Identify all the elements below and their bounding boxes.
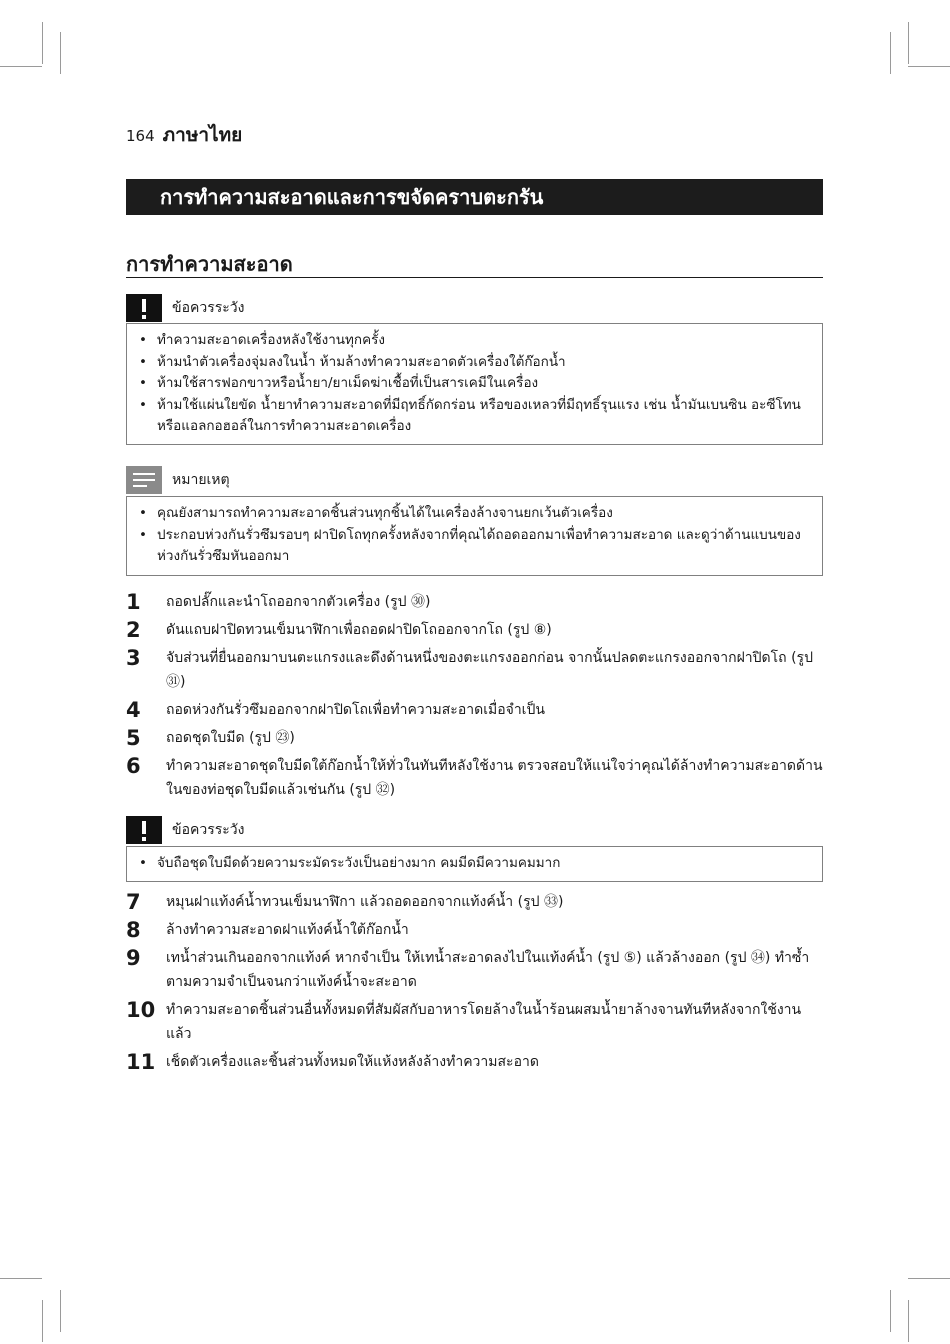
steps-list xyxy=(126,890,826,1074)
section-heading: การทำความสะอาด xyxy=(126,248,823,278)
step-text: ถอดปลั๊กและนำโถออกจากตัวเครื่อง (รูป ㉚) xyxy=(166,594,431,610)
list-item: • ห้ามใช้สารฟอกขาวหรือน้ำยา/ยาเม็ดฆ่าเชื้อที่เป็นสารเคมีในเครื่อง xyxy=(137,373,812,395)
step-text: เช็ดตัวเครื่องและชิ้นส่วนทั้งหมดให้แห้งหลังล้างทำความสะอาด xyxy=(166,1054,539,1070)
crop-mark xyxy=(908,22,909,64)
note-header xyxy=(126,466,230,494)
step-item xyxy=(126,946,826,994)
step-number: 11 xyxy=(126,1050,156,1074)
note-label: หมายเหตุ xyxy=(172,472,230,488)
step-text: ถอดชุดใบมีด (รูป ㉓) xyxy=(166,730,295,746)
caution-box xyxy=(126,846,823,882)
step-item xyxy=(126,890,826,914)
step-number: 4 xyxy=(126,698,141,722)
list-item: • ห้ามใช้แผ่นใยขัด น้ำยาทำความสะอาดที่มีฤทธิ์กัดกร่อน หรือของเหลวที่มีฤทธิ์รุนแรง เช่น น้ำมันเบนซิน อะซีโทน หรือแอลกอฮอล์ในการทำความสะอาดเครื่อง xyxy=(137,395,812,438)
step-item xyxy=(126,646,826,694)
step-text: ดันแถบฝาปิดทวนเข็มนาฬิกาเพื่อถอดฝาปิดโถออกจากโถ (รูป ⑧) xyxy=(166,622,552,638)
crop-mark xyxy=(60,1290,61,1332)
list-item: • จับถือชุดใบมีดด้วยความระมัดระวังเป็นอย่างมาก คมมีดมีความคมมาก xyxy=(137,853,812,875)
list-item: • ประกอบห่วงกันรั่วซึมรอบๆ ฝาปิดโถทุกครั้งหลังจากที่คุณได้ถอดออกมาเพื่อทำความสะอาด และดูว่าด้านแบนของห่วงกันรั่วซึมหันออกมา xyxy=(137,525,812,568)
note-icon xyxy=(126,466,162,494)
crop-mark xyxy=(42,22,43,64)
list-item: • คุณยังสามารถทำความสะอาดชิ้นส่วนทุกชิ้นได้ในเครื่องล้างจานยกเว้นตัวเครื่อง xyxy=(137,503,812,525)
step-text: หมุนฝาแท้งค์น้ำทวนเข็มนาฬิกา แล้วถอดออกจากแท้งค์น้ำ (รูป ㉝) xyxy=(166,894,564,910)
step-item xyxy=(126,590,826,614)
page-language: ภาษาไทย xyxy=(162,124,243,146)
step-text: เทน้ำส่วนเกินออกจากแท้งค์ หากจำเป็น ให้เทน้ำสะอาดลงไปในแท้งค์น้ำ (รูป ⑤) แล้วล้างออก (รูป ㉞) ทำซ้ำตามความจำเป็นจนกว่าแท้งค์น้ำจะสะอาด xyxy=(166,950,810,990)
crop-mark xyxy=(908,66,950,67)
step-text: จับส่วนที่ยื่นออกมาบนตะแกรงและดึงด้านหนึ่งของตะแกรงออกก่อน จากนั้นปลดตะแกรงออกจากฝาปิดโถ (รูป ㉛) xyxy=(166,650,813,690)
step-number: 7 xyxy=(126,890,141,914)
step-item xyxy=(126,726,826,750)
crop-mark xyxy=(908,1278,950,1279)
step-number: 8 xyxy=(126,918,141,942)
step-number: 6 xyxy=(126,754,141,778)
step-number: 3 xyxy=(126,646,141,670)
step-item xyxy=(126,1050,826,1074)
caution-header xyxy=(126,294,244,322)
step-number: 5 xyxy=(126,726,141,750)
step-item xyxy=(126,918,826,942)
step-text: ถอดห่วงกันรั่วซึมออกจากฝาปิดโถเพื่อทำความสะอาดเมื่อจำเป็น xyxy=(166,702,545,718)
step-item xyxy=(126,698,826,722)
step-number: 10 xyxy=(126,998,156,1022)
page-number: 164 xyxy=(126,127,155,145)
caution-label: ข้อควรระวัง xyxy=(172,822,245,838)
step-number: 2 xyxy=(126,618,141,642)
crop-mark xyxy=(60,32,61,74)
crop-mark xyxy=(908,1300,909,1342)
step-number: 1 xyxy=(126,590,141,614)
crop-mark xyxy=(42,1300,43,1342)
step-item xyxy=(126,998,826,1046)
list-item: • ทำความสะอาดเครื่องหลังใช้งานทุกครั้ง xyxy=(137,330,812,352)
step-item xyxy=(126,618,826,642)
crop-mark xyxy=(890,32,891,74)
crop-mark xyxy=(0,66,42,67)
note-box xyxy=(126,496,823,576)
step-text: ล้างทำความสะอาดฝาแท้งค์น้ำใต้ก๊อกน้ำ xyxy=(166,922,409,938)
chapter-title-bar xyxy=(126,179,823,215)
caution-label: ข้อควรระวัง xyxy=(172,300,245,316)
crop-mark xyxy=(890,1290,891,1332)
step-item xyxy=(126,754,826,802)
crop-mark xyxy=(0,1278,42,1279)
warning-icon xyxy=(126,816,162,844)
caution-box xyxy=(126,323,823,445)
step-number: 9 xyxy=(126,946,141,970)
step-text: ทำความสะอาดชุดใบมีดใต้ก๊อกน้ำให้ทั่วในทันทีหลังใช้งาน ตรวจสอบให้แน่ใจว่าคุณได้ล้างทำความสะอาดด้านในของท่อชุดใบมีดแล้วเช่นกัน (รูป ㉜) xyxy=(166,758,823,798)
chapter-title: การทำความสะอาดและการขจัดคราบตะกรัน xyxy=(160,185,544,209)
steps-list xyxy=(126,590,826,802)
page-header xyxy=(126,120,242,150)
step-text: ทำความสะอาดชิ้นส่วนอื่นทั้งหมดที่สัมผัสกับอาหารโดยล้างในน้ำร้อนผสมน้ำยาล้างจานทันทีหลังจากใช้งานแล้ว xyxy=(166,1002,802,1042)
caution-header xyxy=(126,816,244,844)
list-item: • ห้ามนำตัวเครื่องจุ่มลงในน้ำ ห้ามล้างทำความสะอาดตัวเครื่องใต้ก๊อกน้ำ xyxy=(137,352,812,374)
warning-icon xyxy=(126,294,162,322)
